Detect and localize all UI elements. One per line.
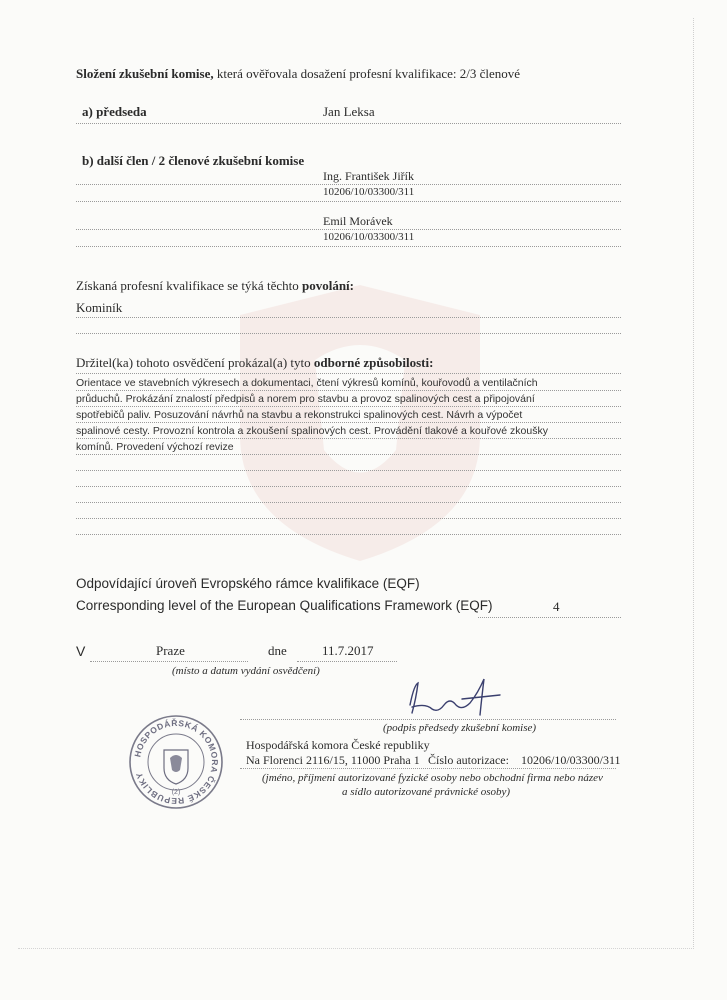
signature-line	[240, 719, 616, 720]
dotted-rule	[76, 534, 621, 535]
dotted-rule	[76, 184, 621, 185]
issue-date-label: dne	[268, 643, 287, 658]
skill-line: průduchů. Prokázání znalostí předpisů a norem pro stavbu a provoz spalinových cest a připojování	[76, 393, 535, 405]
qualification-value: Kominík	[76, 300, 123, 315]
eqf-line-en: Corresponding level of the European Qualifications Framework (EQF)	[76, 598, 493, 613]
chamber-stamp	[126, 712, 226, 812]
member-name: Ing. František Jiřík	[323, 169, 414, 183]
dotted-rule	[76, 518, 621, 519]
dotted-rule	[76, 201, 621, 202]
dotted-rule	[76, 229, 621, 230]
org-address: Na Florenci 2116/15, 11000 Praha 1	[246, 753, 420, 767]
commission-heading-rest: která ověřovala dosažení profesní kvalifikace: 2/3 členové	[216, 66, 521, 81]
dotted-rule	[76, 486, 621, 487]
commission-heading-bold: Složení zkušební komise,	[76, 66, 214, 81]
dotted-rule	[240, 768, 616, 769]
member-number: 10206/10/03300/311	[323, 186, 415, 198]
member-name: Emil Morávek	[323, 214, 393, 228]
skills-label-bold: odborné způsobilosti:	[313, 355, 434, 370]
footer-line-1: (jméno, příjmení autorizované fyzické osoby nebo obchodní firma nebo název	[262, 772, 603, 784]
issue-caption: (místo a datum vydání osvědčení)	[172, 665, 320, 677]
signature	[392, 675, 512, 725]
signature-caption: (podpis předsedy zkušební komise)	[383, 722, 537, 734]
dotted-rule	[76, 422, 621, 423]
qualification-label-bold: povolání:	[301, 278, 354, 293]
skill-line: komínů. Provedení výchozí revize	[76, 441, 234, 453]
auth-label: Číslo autorizace:	[428, 753, 509, 767]
dotted-rule	[76, 317, 621, 318]
commission-heading	[76, 66, 520, 82]
dotted-rule	[297, 661, 397, 662]
issue-place: Praze	[156, 643, 185, 658]
members-label: b) další člen / 2 členové zkušební komise	[82, 153, 305, 168]
dotted-rule	[90, 661, 248, 662]
dotted-rule	[76, 470, 621, 471]
issue-date: 11.7.2017	[322, 643, 374, 658]
org-name: Hospodářská komora České republiky	[246, 738, 430, 752]
dotted-rule	[76, 438, 621, 439]
skill-line: spalinové cesty. Provozní kontrola a zkoušení spalinových cest. Provádění tlakové a kouřové zkoušky	[76, 425, 548, 437]
qualification-label-text: Získaná profesní kvalifikace se týká těchto	[76, 278, 299, 293]
eqf-line-cz: Odpovídající úroveň Evropského rámce kvalifikace (EQF)	[76, 576, 420, 591]
auth-number: 10206/10/03300/311	[521, 753, 621, 767]
issue-prefix: V	[76, 643, 86, 659]
footer-line-2: a sídlo autorizované právnické osoby)	[342, 786, 511, 798]
skill-line: Orientace ve stavebních výkresech a dokumentaci, čtení výkresů komínů, kouřovodů a ventilačních	[76, 377, 538, 389]
chair-name: Jan Leksa	[323, 104, 375, 119]
dotted-rule	[76, 454, 621, 455]
chair-label: a) předseda	[82, 104, 147, 119]
member-number: 10206/10/03300/311	[323, 231, 415, 243]
skills-label-text: Držitel(ka) tohoto osvědčení prokázal(a) tyto	[76, 355, 311, 370]
dotted-rule	[76, 406, 621, 407]
dotted-rule	[76, 390, 621, 391]
eqf-level: 4	[553, 599, 560, 614]
dotted-rule	[76, 502, 621, 503]
dotted-rule	[76, 246, 621, 247]
stamp-number: (2)	[171, 789, 181, 796]
dotted-rule	[76, 373, 621, 374]
skills-label	[76, 355, 433, 371]
dotted-rule	[478, 617, 621, 618]
stamp-ring-text: HOSPODÁŘSKÁ KOMORA ČESKÉ REPUBLIKY	[132, 717, 221, 807]
dotted-rule	[76, 123, 621, 124]
dotted-rule	[76, 333, 621, 334]
skill-line: spotřebičů paliv. Posuzování návrhů na stavbu a rekonstrukci spalinových cest. Návrh a výpočet	[76, 409, 523, 421]
qualification-label	[76, 278, 354, 294]
